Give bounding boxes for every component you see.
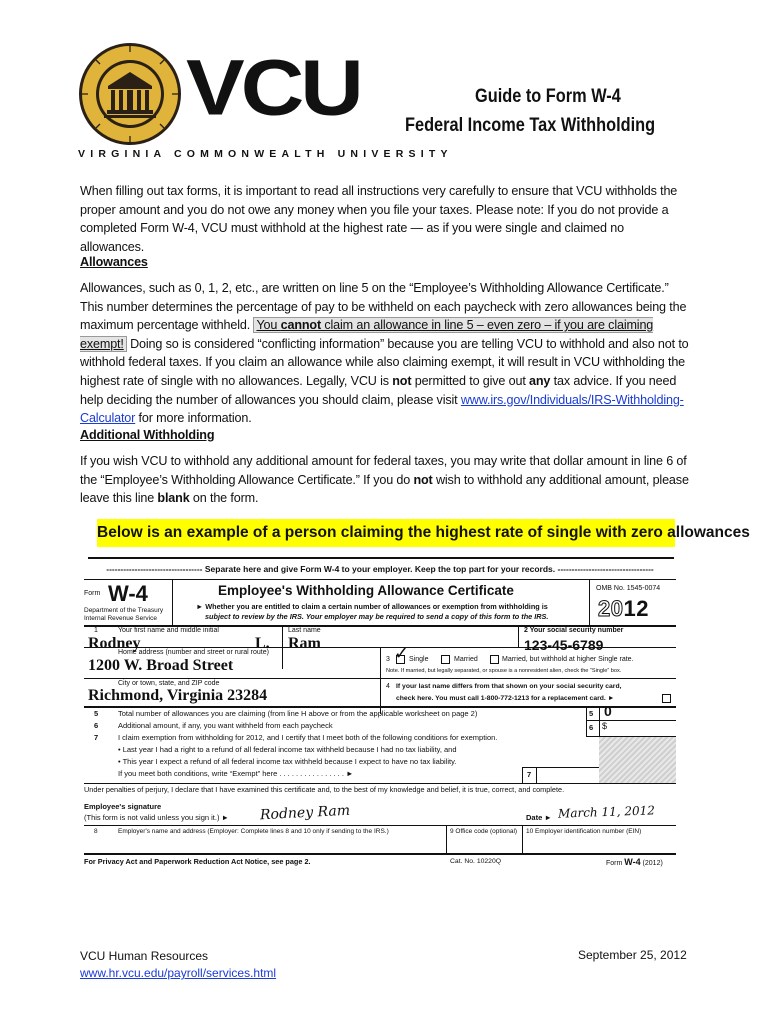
address-value: 1200 W. Broad Street [88, 657, 234, 674]
divider [380, 647, 381, 714]
allowances-text-1: Allowances, such as 0, 1, 2, etc., are written on line 5 on the “Employee’s Withholding Allowance Certificate.” This number determines the percentage of pay to be withheld on each paycheck with zero allowances being the maximum percentage withheld. [80, 281, 687, 333]
line10-text: 10 Employer identification number (EIN) [526, 828, 642, 835]
line6-number: 6 [94, 721, 99, 730]
allowances-bold-any: any [529, 373, 551, 388]
privacy-notice: For Privacy Act and Paperwork Reduction Act Notice, see page 2. [84, 857, 311, 866]
allowances-text-4: tax advice. If you need help deciding the number of allowances you should claim, please visit [80, 373, 677, 407]
ssn-value: 123-45-6789 [524, 637, 604, 653]
form-cut-line: ---------------------------------- Separate here and give Form W-4 to your employer. Keep the top part for your records. ---------------------------------- [106, 564, 654, 574]
status-married-label: Married [454, 656, 478, 663]
divider [589, 579, 590, 625]
divider [599, 706, 600, 736]
additional-text-1: If you wish VCU to withhold any additional amount for federal taxes, you may write that dollar amount in line 6 of the “Employee’s Withholding Allowance Certificate.” If you do [80, 454, 687, 487]
shaded-area [599, 736, 676, 783]
certificate-instruction-2: subject to review by the IRS. Your employer may be required to send a copy of this form to the IRS. [205, 612, 549, 621]
allowances-text-2: Doing so is considered “conflicting information” because you are telling VCU to withhold and also not to withhold federal taxes. If you claim an allowance while also claiming exempt, it will result in VCU withholding the highest rate of single with no allowances. Legally, VCU is [80, 336, 689, 388]
form-footer-name: W-4 [624, 857, 641, 867]
status-married-higher-label: Married, but withhold at higher Single rate. [502, 656, 634, 663]
example-banner: Below is an example of a person claiming the highest rate of single with zero allowances [97, 519, 675, 547]
line4-text-1: If your last name differs from that shown on your social security card, [396, 683, 622, 690]
divider [522, 825, 523, 853]
w4-form-example [84, 555, 676, 871]
department-label: Department of the Treasury [84, 607, 164, 614]
line7-number: 7 [94, 733, 99, 742]
highlight-text-1: You [256, 318, 281, 333]
certificate-title: Employee's Withholding Allowance Certificate [218, 583, 514, 598]
line1-label: Your first name and middle initial [118, 627, 219, 634]
divider [84, 706, 676, 708]
check-mark-icon: ✓ [394, 643, 410, 664]
divider [536, 767, 537, 783]
line5-box-label: 5 [589, 709, 594, 718]
name-differs-checkbox[interactable] [662, 694, 671, 703]
page-subtitle: Federal Income Tax Withholding [405, 115, 656, 136]
line6-value: $ [602, 721, 608, 731]
signature-label: Employee's signature [84, 802, 162, 811]
additional-bold-blank: blank [157, 491, 190, 506]
form-footer-id [606, 857, 663, 867]
allowances-paragraph [80, 279, 690, 428]
allowances-heading: Allowances [80, 255, 148, 269]
allowances-text-5: for more information. [135, 411, 252, 426]
page-title: Guide to Form W-4 [475, 86, 621, 107]
additional-text-3: on the form. [189, 491, 259, 506]
line3-number: 3 [386, 656, 390, 663]
city-label: City or town, state, and ZIP code [118, 680, 220, 687]
irs-calculator-link[interactable]: www.irs.gov/Individuals/IRS-Withholding-Calculator [80, 392, 684, 426]
irs-label: Internal Revenue Service [84, 615, 157, 622]
page-footer-left [80, 948, 276, 982]
intro-paragraph: When filling out tax forms, it is important to read all instructions very carefully to ensure that VCU withholds the proper amount and you do not owe any money when you file your taxes. Please note: If you do not provide a completed Form W-4, VCU must withhold at the highest rate — as if you were single and claimed no allowances. [80, 184, 678, 254]
form-name: W-4 [108, 581, 148, 606]
address-label: Home address (number and street or rural route) [118, 649, 269, 656]
form-top-rule [88, 557, 674, 559]
divider [172, 579, 173, 625]
line5-allowances-value: 0 [604, 703, 612, 719]
line8-text: Employer's name and address (Employer: Complete lines 8 and 10 only if sending to the IRS.) [118, 828, 389, 835]
married-higher-checkbox[interactable] [490, 655, 499, 664]
allowances-text-3: permitted to give out [411, 373, 530, 388]
line1-number: 1 [94, 627, 98, 634]
line4-text-2: check here. You must call 1-800-772-1213 for a replacement card. ► [396, 695, 615, 702]
divider [522, 767, 599, 768]
divider [84, 853, 676, 855]
first-name-value: Rodney [88, 635, 141, 652]
page-header [78, 42, 698, 167]
form-year [598, 596, 649, 622]
divider [586, 720, 676, 721]
footer-payroll-link[interactable]: www.hr.vcu.edu/payroll/services.html [80, 966, 277, 980]
line9-text: 9 Office code (optional) [450, 828, 518, 835]
line5-number: 5 [94, 709, 99, 718]
vcu-seal-logo [78, 42, 182, 146]
line8-number: 8 [94, 828, 98, 835]
certificate-instruction-1: ► Whether you are entitled to claim a certain number of allowances or exemption from withholding is [196, 602, 548, 611]
form-footer-year: (2012) [640, 860, 663, 867]
line5-text: Total number of allowances you are claiming (from line H above or from the applicable worksheet on page 2) [118, 709, 478, 718]
form-label: Form [84, 590, 101, 597]
divider [518, 625, 519, 647]
additional-text-2: wish to withhold any additional amount, please leave this line [80, 472, 689, 506]
omb-number: OMB No. 1545-0074 [596, 585, 661, 592]
status-single-label: Single [409, 656, 429, 663]
divider [586, 736, 676, 737]
footer-date: September 25, 2012 [578, 948, 687, 962]
additional-withholding-paragraph [80, 452, 690, 508]
line6-text: Additional amount, if any, you want withheld from each paycheck [118, 721, 333, 730]
divider [446, 825, 447, 853]
form-footer-pre: Form [606, 860, 625, 867]
line6-box-label: 6 [589, 723, 594, 732]
additional-bold-not: not [413, 472, 433, 487]
divider [522, 767, 523, 783]
additional-withholding-heading: Additional Withholding [80, 428, 215, 442]
married-checkbox[interactable] [441, 655, 450, 664]
divider [84, 783, 676, 784]
catalog-number: Cat. No. 10220Q [450, 858, 502, 865]
line2-label: 2 Your social security number [524, 627, 624, 634]
last-name-value: Ram [288, 635, 321, 652]
highlight-bold: cannot [280, 318, 321, 333]
middle-initial-value: L. [255, 635, 270, 652]
perjury-statement: Under penalties of perjury, I declare that I have examined this certificate and, to the best of my knowledge and belief, it is true, correct, and complete. [84, 785, 565, 794]
date-label: Date ► [526, 813, 552, 822]
status-note: Note. If married, but legally separated, or spouse is a nonresident alien, check the “Single” box. [386, 668, 622, 674]
signature-note: (This form is not valid unless you sign it.) ► [84, 813, 229, 822]
line7-text: I claim exemption from withholding for 2012, and I certify that I meet both of the following conditions for exemption. [118, 733, 498, 742]
allowances-bold-not: not [392, 373, 412, 388]
divider [586, 706, 587, 736]
city-value: Richmond, Virginia 23284 [88, 687, 268, 704]
divider [84, 825, 676, 826]
form-year-solid: 12 [623, 596, 649, 621]
line4-number: 4 [386, 683, 390, 690]
footer-department: VCU Human Resources [80, 949, 209, 963]
line7-box-label: 7 [527, 770, 532, 779]
line7-bullet-2: • This year I expect a refund of all federal income tax withheld because I expect to have no tax liability. [118, 757, 457, 766]
employee-signature: Rodney Ram [259, 802, 351, 824]
vcu-logo-text: VCU [186, 42, 360, 132]
divider [84, 678, 676, 679]
signature-date: March 11, 2012 [557, 803, 656, 821]
university-name: VIRGINIA COMMONWEALTH UNIVERSITY [78, 148, 453, 160]
line7-exempt-instruction: If you meet both conditions, write “Exempt” here . . . . . . . . . . . . . . . . ► [118, 769, 354, 778]
form-year-outline: 20 [598, 596, 624, 621]
highlight-text-2: claim an allowance in line 5 – even zero – if you are claiming exempt! [80, 318, 654, 351]
line7-bullet-1: • Last year I had a right to a refund of all federal income tax withheld because I had no tax liability, and [118, 745, 457, 754]
last-name-label: Last name [288, 627, 321, 634]
